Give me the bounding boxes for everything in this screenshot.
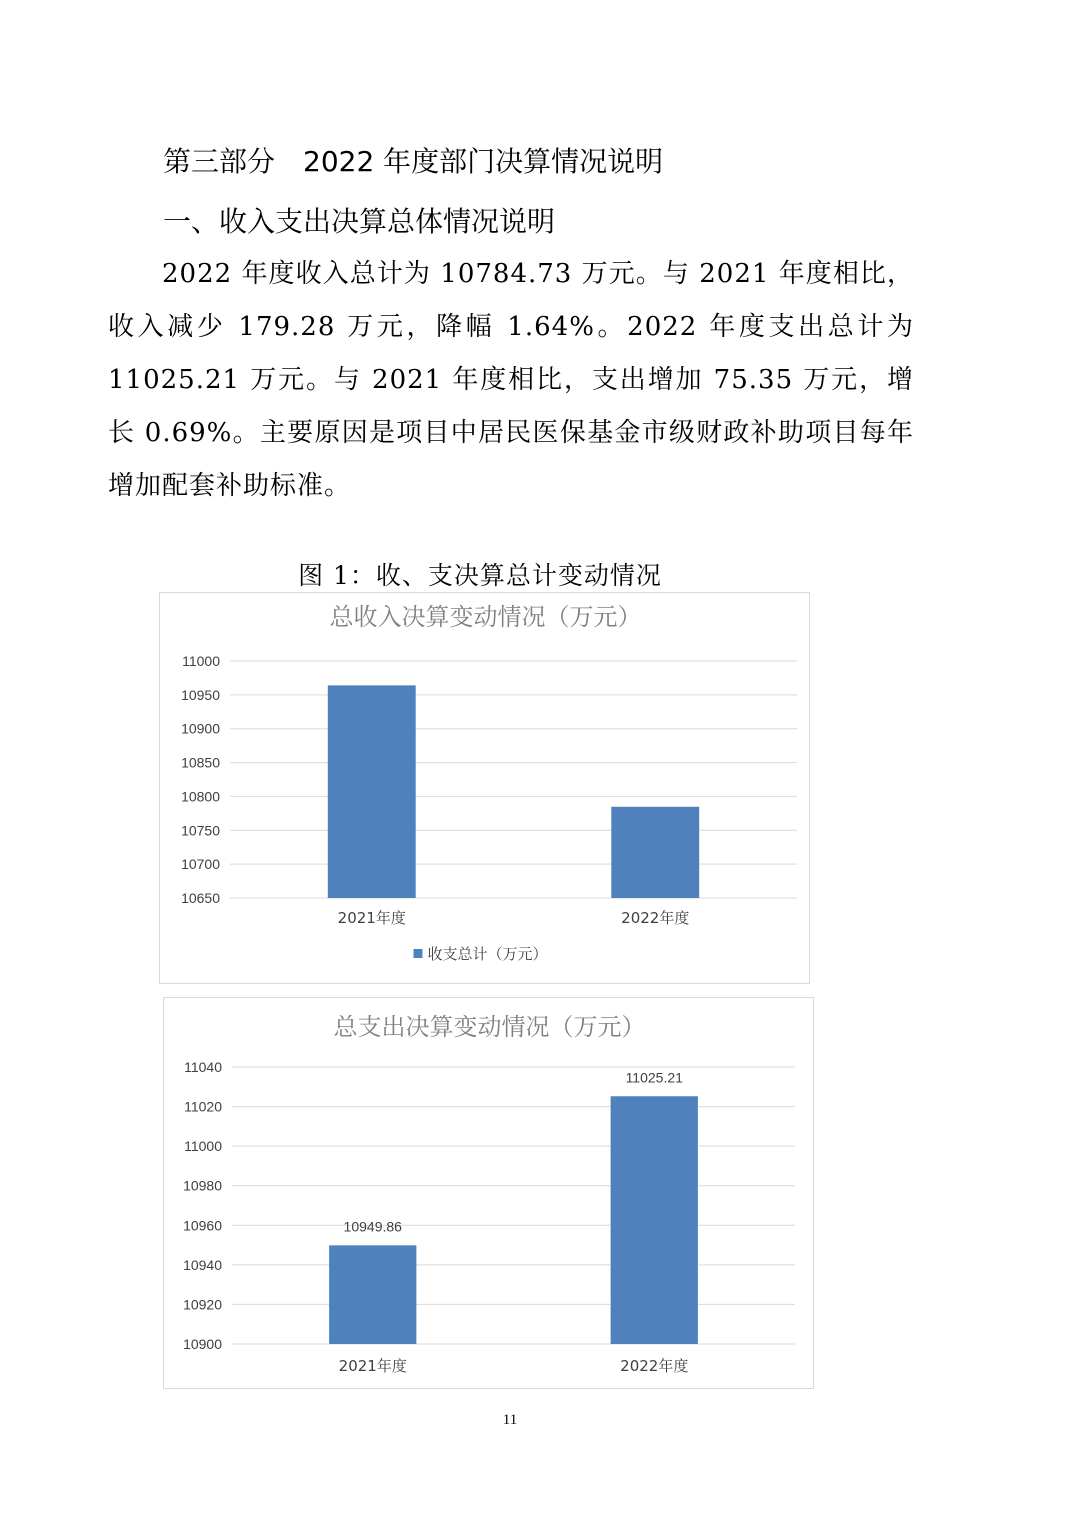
legend-swatch [414,949,423,958]
y-tick-label: 10940 [183,1256,222,1273]
y-tick-label: 10960 [183,1217,222,1234]
bar [611,1096,698,1344]
x-tick-label: 2021年度 [338,1357,407,1375]
y-tick-label: 10900 [181,720,220,737]
y-tick-label: 11000 [184,1138,222,1155]
expenditure-chart [163,997,814,1389]
y-tick-label: 10750 [181,822,220,839]
y-tick-label: 10800 [181,788,220,805]
page-number: 11 [502,1412,518,1428]
y-tick-label: 10650 [181,890,220,906]
chart-title: 总支出决算变动情况（万元） [333,1013,646,1041]
legend-label: 收支总计（万元） [427,945,548,963]
section-heading: 一、收入支出决算总体情况说明 [163,205,556,238]
bar [328,685,416,898]
y-tick-label: 10950 [181,686,220,703]
figure-caption: 图 1：收、支决算总计变动情况 [298,561,662,590]
income-chart [159,592,810,984]
y-tick-label: 10700 [181,856,220,873]
income-chart-svg [160,593,811,985]
x-tick-label: 2022年度 [621,909,690,927]
x-tick-label: 2022年度 [620,1357,689,1375]
y-tick-label: 10850 [181,754,220,771]
data-label: 11025.21 [625,1069,683,1086]
y-tick-label: 11020 [184,1098,222,1115]
bar [611,807,699,898]
part-heading: 第三部分 2022 年度部门决算情况说明 [163,145,664,178]
y-tick-label: 11040 [184,1059,222,1075]
y-tick-label: 10980 [183,1177,222,1194]
y-tick-label: 10920 [183,1296,222,1313]
x-tick-label: 2021年度 [337,909,406,927]
y-tick-label: 10900 [183,1336,222,1352]
data-label: 10949.86 [343,1218,402,1235]
bar [329,1245,416,1344]
summary-paragraph: 2022 年度收入总计为 10784.73 万元。与 2021 年度相比，收入减少 179.28 万元，降幅 1.64%。2022 年度支出总计为 11025.21 万元。与 2021 年度相比，支出增加 75.35 万元，增长 0.69%。主要原因是项目中居民医保基金市级财政补助项目每年增加配套补助标准。 [108,259,914,501]
chart-title: 总收入决算变动情况（万元） [329,603,642,631]
expenditure-chart-svg [164,998,815,1390]
y-tick-label: 11000 [182,653,220,669]
